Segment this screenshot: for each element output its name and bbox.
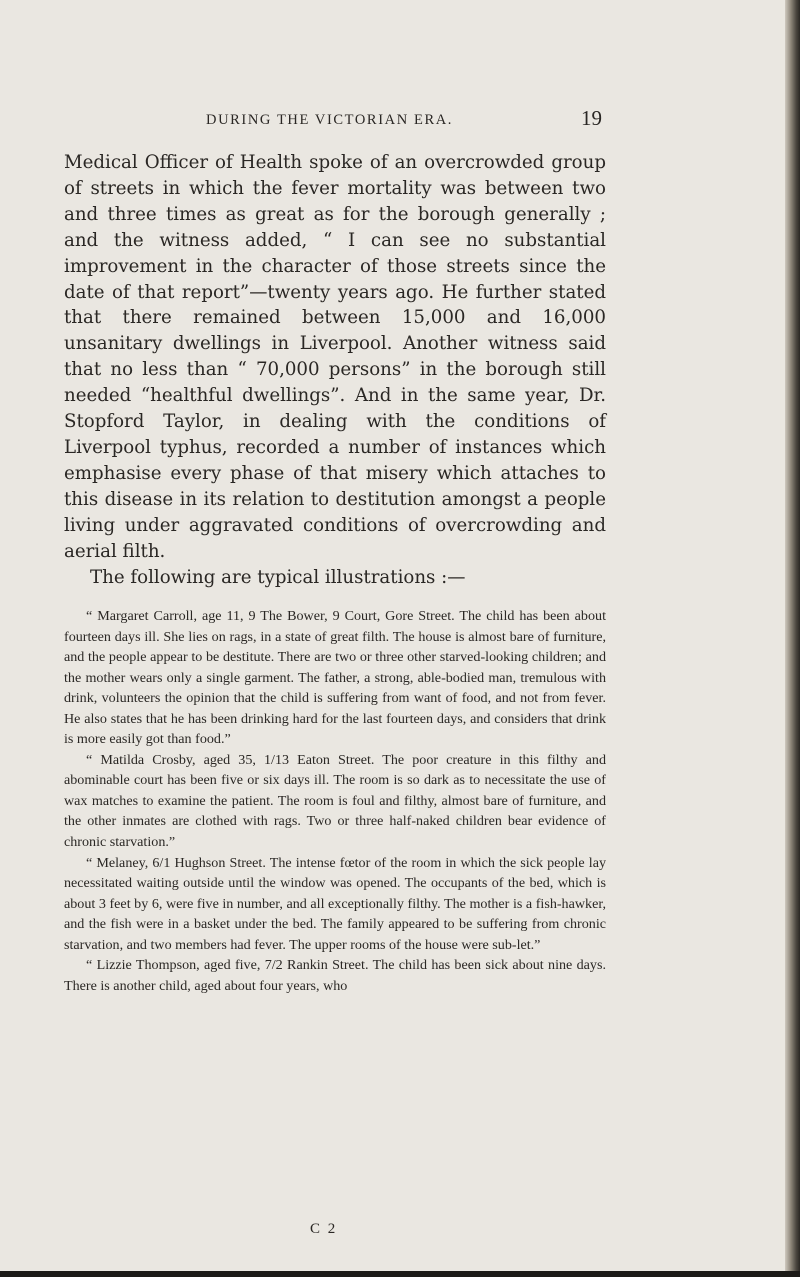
page-number: 19 [581,106,602,130]
page-edge-shadow [785,0,800,1277]
scan-bottom-edge [0,1271,800,1277]
page-header [64,108,606,134]
running-head: DURING THE VICTORIAN ERA. [206,112,454,128]
signature-mark: C 2 [310,1221,338,1237]
case-extract: “ Margaret Carroll, age 11, 9 The Bower, 9 Court, Gore Street. The child has been about fourteen days ill. She lies on rags, in a state of great filth. The house is almost bare of furniture, and the people appear to be destitute. There are two or three other starved-looking children; and the mother wears only a single garment. The father, a strong, able-bodied man, tremulous with drink, volunteers the opinion that the child is suffering from want of food, and not from fever. He also states that he has been drinking hard for the last fourteen days, and considers that drink is more easily got than food.” [64,608,606,748]
body-paragraph: The following are typical illustrations :— [90,566,466,588]
body-paragraph: Medical Officer of Health spoke of an overcrowded group of streets in which the fever mortality was between two and three times as great as for the borough generally ; and the witness added, “ I can see no substantial improvement in the character of those streets since the date of that report”—twenty years ago. He further stated that there remained between 15,000 and 16,000 unsanitary dwellings in Liverpool. Another witness said that no less than “ 70,000 persons” in the borough still needed “healthful dwellings”. And in the same year, Dr. Stopford Taylor, in dealing with the conditions of Liverpool typhus, recorded a number of instances which emphasise every phase of that misery which attaches to this disease in its relation to destitution amongst a people living under aggravated conditions of overcrowding and aerial filth. [64,152,606,562]
case-extract: “ Matilda Crosby, aged 35, 1/13 Eaton Street. The poor creature in this filthy and abominable court has been five or six days ill. The room is so dark as to necessitate the use of wax matches to examine the patient. The room is foul and filthy, almost bare of furniture, and the other inmates are clothed with rags. Two or three half-naked children bear evidence of chronic starvation.” [64,751,606,851]
case-extract: “ Lizzie Thompson, aged five, 7/2 Rankin Street. The child has been sick about nine days. There is another child, aged about four years, who [64,957,606,994]
case-extract: “ Melaney, 6/1 Hughson Street. The intense fœtor of the room in which the sick people lay necessitated waiting outside until the window was opened. The occupants of the bed, which is about 3 feet by 6, were five in number, and all exceptionally filthy. The mother is a fish-hawker, and the fish were in a basket under the bed. The family appeared to be suffering from chronic starvation, and two members had fever. The upper rooms of the house were sub-let.” [64,854,606,953]
body-text [64,150,606,590]
quoted-extracts [64,606,606,996]
